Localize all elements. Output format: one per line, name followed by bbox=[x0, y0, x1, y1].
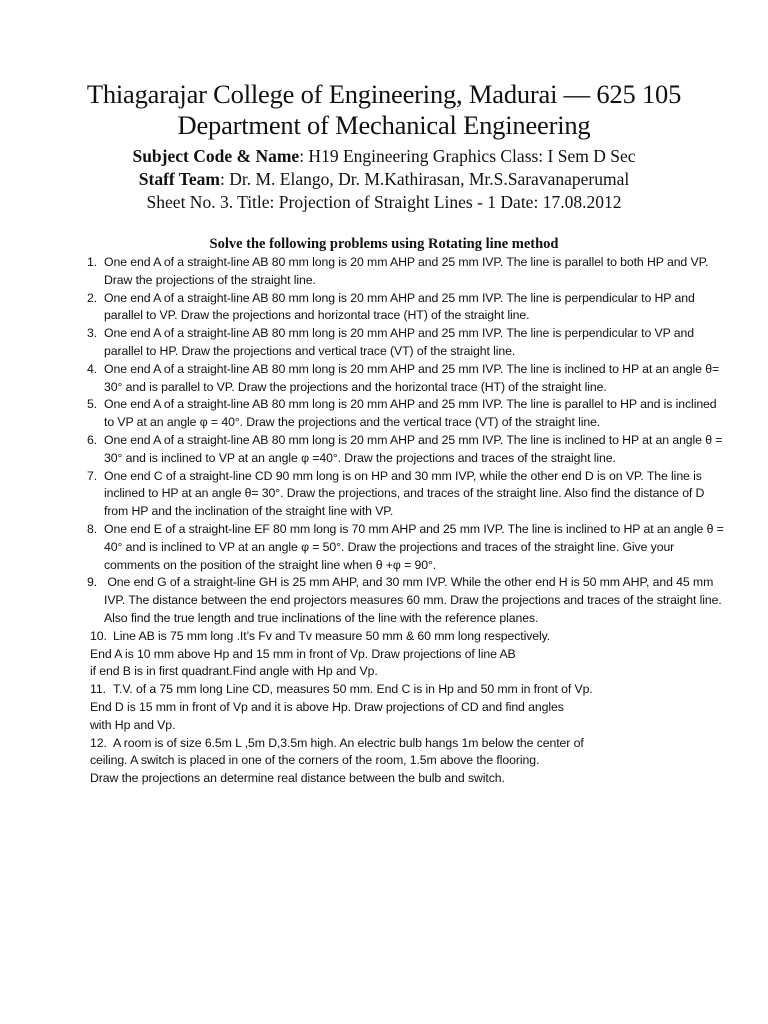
sheet-line: Sheet No. 3. Title: Projection of Straight Lines - 1 Date: 17.08.2012 bbox=[146, 192, 622, 212]
problem-text: One end A of a straight-line AB 80 mm long is 20 mm AHP and 25 mm IVP. The line is perpendicular to VP and parallel to HP. Draw the projections and vertical trace (VT) of the straight line. bbox=[104, 326, 695, 358]
problem-text-line: with Hp and Vp. bbox=[90, 717, 176, 732]
problem-number: 3. bbox=[87, 326, 98, 341]
problem-item bbox=[0, 628, 768, 681]
problem-text: One end A of a straight-line AB 80 mm long is 20 mm AHP and 25 mm IVP. The line is inclined to HP at an angle θ = 30° and is inclined to VP at an angle φ =40°. Draw the projections and traces of the straight line. bbox=[104, 432, 723, 465]
subject-label: Subject Code & Name bbox=[132, 146, 300, 166]
department-title: Department of Mechanical Engineering bbox=[177, 110, 591, 140]
problem-text: One end A of a straight-line AB 80 mm long is 20 mm AHP and 25 mm IVP. The line is parallel to both HP and VP. Draw the projections of the straight line. bbox=[104, 255, 709, 287]
problem-number: 1. bbox=[87, 255, 98, 269]
problem-item bbox=[0, 254, 768, 290]
subject-value: : H19 Engineering Graphics Class: I Sem D Sec bbox=[299, 146, 636, 166]
problem-text-line: if end B is in first quadrant.Find angle with Hp and Vp. bbox=[90, 664, 378, 679]
problem-text-line: Draw the projections an determine real distance between the bulb and switch. bbox=[90, 771, 505, 786]
problem-number: 11. bbox=[90, 682, 106, 697]
problem-text: One end A of a straight-line AB 80 mm long is 20 mm AHP and 25 mm IVP. The line is inclined to HP at an angle θ= 30° and is parallel to VP. Draw the projections and the horizontal trace (HT) of the straight line. bbox=[104, 361, 720, 394]
problem-text-line: T.V. of a 75 mm long Line CD, measures 50 mm. End C is in Hp and 50 mm in front of Vp. bbox=[113, 682, 593, 697]
problem-number: 5. bbox=[87, 397, 98, 412]
problem-number: 6. bbox=[87, 432, 98, 447]
problem-number: 9. bbox=[87, 575, 98, 590]
staff-line bbox=[0, 168, 768, 191]
problem-number: 2. bbox=[87, 290, 98, 305]
problem-number: 4. bbox=[87, 361, 98, 376]
problem-list bbox=[0, 254, 768, 788]
problem-item bbox=[0, 681, 768, 734]
problem-item bbox=[0, 521, 768, 574]
problem-text: One end C of a straight-line CD 90 mm long is on HP and 30 mm IVP, while the other end D is on VP. The line is inclined to HP at an angle θ= 30°. Draw the projections, and traces of the straight line. Also find the distance of D from HP and the inclination of the straight line with VP. bbox=[104, 468, 705, 519]
staff-label: Staff Team bbox=[138, 169, 220, 189]
problem-item bbox=[0, 735, 768, 788]
problem-text: One end A of a straight-line AB 80 mm long is 20 mm AHP and 25 mm IVP. The line is parallel to HP and is inclined to VP at an angle φ = 40°. Draw the projections and the vertical trace (VT) of the straight line. bbox=[104, 397, 717, 430]
problem-item bbox=[0, 290, 768, 326]
problem-item bbox=[0, 574, 768, 627]
problem-text-line: End A is 10 mm above Hp and 15 mm in front of Vp. Draw projections of line AB bbox=[90, 646, 516, 661]
staff-value: : Dr. M. Elango, Dr. M.Kathirasan, Mr.S.Saravanaperumal bbox=[219, 169, 630, 189]
problem-text-line: Line AB is 75 mm long .It’s Fv and Tv measure 50 mm & 60 mm long respectively. bbox=[113, 628, 551, 643]
problem-text: One end A of a straight-line AB 80 mm long is 20 mm AHP and 25 mm IVP. The line is perpendicular to HP and parallel to VP. Draw the projections and horizontal trace (HT) of the straight line. bbox=[104, 290, 695, 323]
problem-number: 7. bbox=[87, 468, 98, 483]
problem-item bbox=[0, 396, 768, 432]
problem-number: 12. bbox=[90, 735, 107, 750]
college-title: Thiagarajar College of Engineering, Madurai — 625 105 bbox=[86, 79, 682, 109]
instruction-heading: Solve the following problems using Rotating line method bbox=[209, 236, 559, 252]
problem-text-line: ceiling. A switch is placed in one of the corners of the room, 1.5m above the flooring. bbox=[90, 753, 540, 768]
problem-item bbox=[0, 432, 768, 468]
problem-number: 8. bbox=[87, 521, 98, 536]
problem-item bbox=[0, 468, 768, 521]
problem-text: One end E of a straight-line EF 80 mm long is 70 mm AHP and 25 mm IVP. The line is inclined to HP at an angle θ = 40° and is inclined to VP at an angle φ = 50°. Draw the projections and traces of the straight line. Give your comments on the position of the straight line when θ +φ = 90°. bbox=[104, 521, 724, 572]
subject-line bbox=[0, 145, 768, 168]
problem-text: One end G of a straight-line GH is 25 mm AHP, and 30 mm IVP. While the other end H is 50 mm AHP, and 45 mm IVP. The distance between the end projectors measures 60 mm. Draw the projections and traces of the straight line. Also find the true length and true inclinations of the line with the reference planes. bbox=[104, 575, 722, 625]
problem-text-line: A room is of size 6.5m L ,5m D,3.5m high. An electric bulb hangs 1m below the center of bbox=[113, 735, 584, 750]
problem-item bbox=[0, 325, 768, 361]
problem-text-line: End D is 15 mm in front of Vp and it is above Hp. Draw projections of CD and find angles bbox=[90, 699, 564, 714]
problem-number: 10. bbox=[90, 628, 107, 643]
problem-item bbox=[0, 361, 768, 397]
